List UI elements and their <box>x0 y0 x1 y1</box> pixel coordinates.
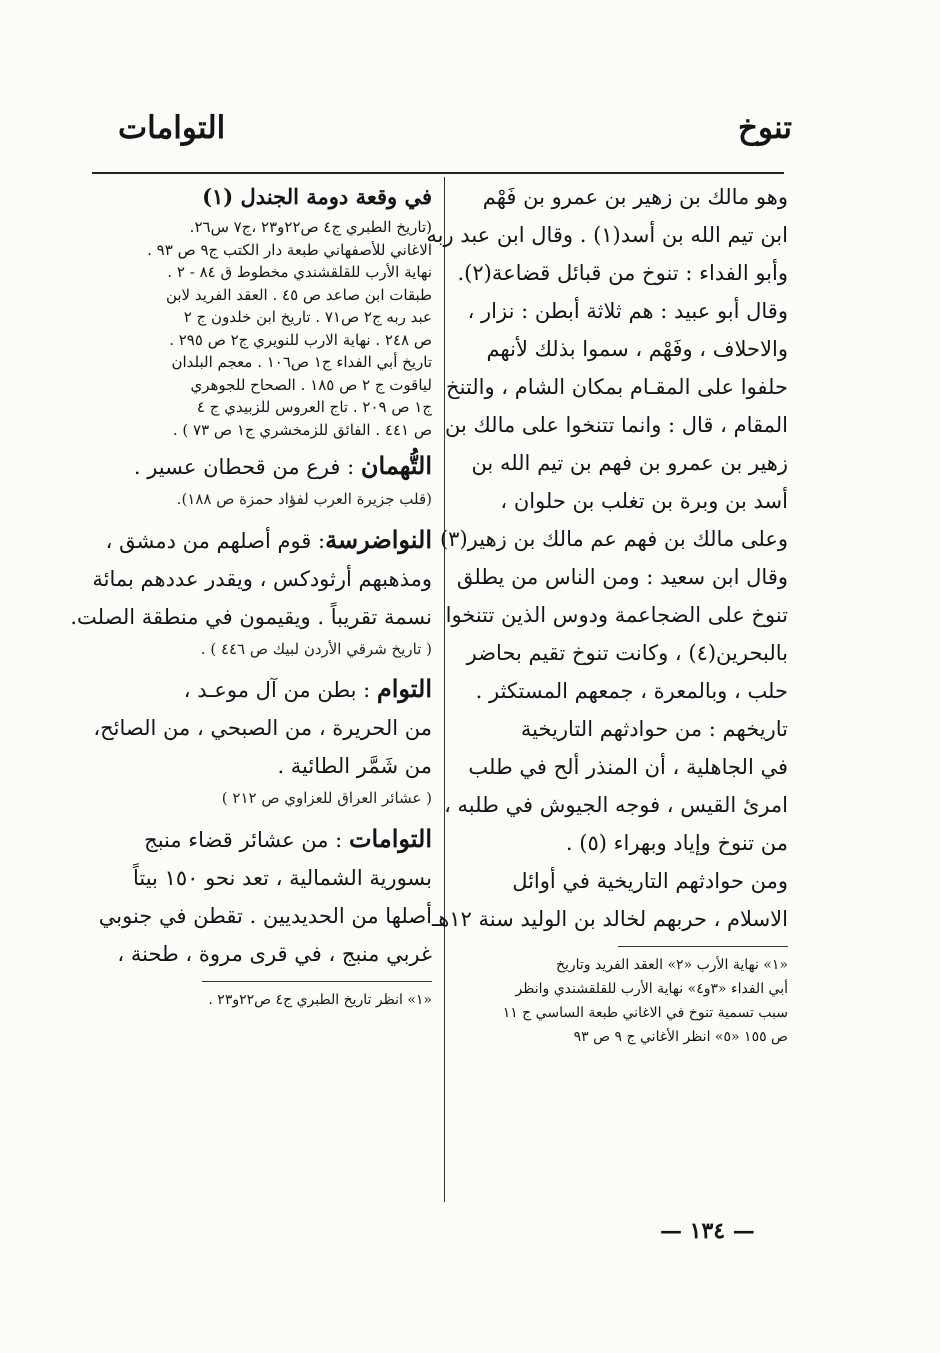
reference-line: (تاريخ الطبري ج٤ ص٢٢و٢٣ ،ج٧ س٢٦. <box>189 218 432 236</box>
text-line: ومن حوادثهم التاريخية في أوائل <box>512 869 788 893</box>
text-line: وقال أبو عبيد : هم ثلاثة أبطن : نزار ، <box>467 299 788 323</box>
reference-list <box>90 216 432 441</box>
text-line: وقال ابن سعيد : ومن الناس من يطلق <box>456 565 788 589</box>
running-header-left: التوامات <box>118 110 226 146</box>
reference-line: ص ٤٤١ . الفائق للزمخشري ج١ ص ٧٣ ) . <box>172 420 432 439</box>
page-number: — ١٣٤ — <box>660 1218 755 1244</box>
left-column <box>70 178 432 1012</box>
footnote-line: «١» نهاية الأرب «٢» العقد الفريد وتاريخ <box>555 957 788 973</box>
reference-line: طبقات ابن صاعد ص ٤٥ . العقد الفريد لابن <box>165 285 432 304</box>
text-line: وهو مالك بن زهير بن عمرو بن فَهْم <box>482 185 788 209</box>
text-line: امرئ القيس ، فوجه الجيوش في طلبه ، <box>444 793 788 817</box>
reference-line: نهاية الأرب للقلقشندي مخطوط ق ٨٤ - ٢ . <box>167 263 432 281</box>
reference-line: ص ٢٤٨ . نهاية الارب للنويري ج٢ ص ٢٩٥ . <box>169 330 432 349</box>
text-line: نسمة تقريباً . ويقيمون في منطقة الصلت. <box>70 604 432 629</box>
footnote-rule <box>618 946 788 947</box>
entry-reference: ( تاريخ شرقي الأردن لبيك ص ٤٤٦ ) . <box>200 639 432 658</box>
text-line: من تنوخ وإياد وبهراء (٥) . <box>565 831 788 855</box>
text-line: والاحلاف ، وفَهْم ، سموا بذلك لأنهم <box>486 337 788 361</box>
text-line: حلب ، وبالمعرة ، جمعهم المستكثر . <box>475 679 788 703</box>
entry-text: : من عشائر قضاء منبج <box>144 827 349 852</box>
text-line: الاسلام ، حربهم لخالد بن الوليد سنة ١٢هـ <box>432 907 788 931</box>
footnote-line: أبي الفداء «٣و٤» نهاية الأرب للقلقشندي وانظر <box>515 981 788 997</box>
text-line: المقام ، قال : وانما تتنخوا على مالك بن <box>444 413 788 437</box>
reference-line: الاغاني للأصفهاني طبعة دار الكتب ج٩ ص ٩٣ . <box>147 240 432 259</box>
text-line: غربي منبج ، في قرى مروة ، طحنة ، <box>117 941 432 966</box>
entry-text: : قوم أصلهم من دمشق ، <box>105 528 326 553</box>
reference-line: لياقوت ج ٢ ص ١٨٥ . الصحاح للجوهري <box>190 375 432 394</box>
text-line: أسد بن وبرة بن تغلب بن حلوان ، <box>500 489 788 513</box>
footnote-line: ص ١٥٥ «٥» انظر الأغاني ج ٩ ص ٩٣ <box>573 1029 788 1045</box>
text-line: من الحريرة ، من الصبحي ، من الصائح، <box>93 716 432 740</box>
footnote-rule <box>202 981 432 982</box>
text-line: تنوخ على الضجاعمة ودوس الذين تتنخوا <box>445 603 788 627</box>
text-line: في الجاهلية ، أن المنذر ألح في طلب <box>468 755 788 779</box>
reference-line: عبد ربه ج٢ ص٧١ . تاريخ ابن خلدون ج ٢ <box>183 308 432 326</box>
text-line: وأبو الفداء : تنوخ من قبائل قضاعة(٢). <box>457 261 788 285</box>
text-line: تاريخهم : من حوادثهم التاريخية <box>520 717 788 741</box>
entry-text: : بطن من آل موعـد ، <box>183 678 377 702</box>
header-rule <box>92 172 784 174</box>
text-line: وعلى مالك بن فهم عم مالك بن زهير(٣) <box>439 527 788 551</box>
entry-text: : فرع من قحطان عسير . <box>133 455 361 479</box>
entry-reference: (قلب جزيرة العرب لفؤاد حمزة ص ١٨٨). <box>176 490 432 508</box>
right-column-body <box>426 178 788 938</box>
text-line: ابن تيم الله بن أسد(١) . وقال ابن عبد ربه <box>426 223 788 247</box>
text-line: ومذهبهم أرثودكس ، ويقدر عددهم بمائة <box>92 566 432 591</box>
section-heading: في وقعة دومة الجندل (١) <box>202 184 432 209</box>
right-column <box>426 178 788 1049</box>
entry-term: التوامات <box>348 823 432 853</box>
reference-line: ج١ ص ٢٠٩ . تاج العروس للزبيدي ج ٤ <box>196 398 432 416</box>
text-line: بالبحرين(٤) ، وكانت تنوخ تقيم بحاضر <box>466 641 788 665</box>
running-header-right: تنوخ <box>737 110 792 146</box>
entry-tawam <box>90 670 432 785</box>
text-line: حلفوا على المقـام بمكان الشام ، والتنخ <box>446 375 788 399</box>
entry-reference: ( عشائر العراق للعزاوي ص ٢١٢ ) <box>221 789 432 807</box>
entry-tuhman <box>90 447 432 486</box>
right-footnotes <box>452 953 788 1049</box>
column-divider <box>444 177 445 1202</box>
text-line: بسورية الشمالية ، تعد نحو ١٥٠ بيتاً <box>132 865 432 890</box>
entry-term: التُّهمان <box>360 451 432 480</box>
footnote-line: «١» انظر تاريخ الطبري ج٤ ص٢٢و٢٣ . <box>208 991 432 1008</box>
text-line: أصلها من الحديديين . تقطن في جنوبي <box>98 903 432 928</box>
reference-line: تاريخ أبي الفداء ج١ ص١٠٦ . معجم البلدان <box>171 353 432 371</box>
entry-term: النواضرسة <box>325 524 432 554</box>
text-line: من شَمَّر الطائية . <box>277 754 432 778</box>
entry-tawamat <box>90 820 432 973</box>
entry-term: التوام <box>376 674 432 703</box>
footnote-line: سبب تسمية تنوخ في الاغاني طبعة الساسي ج ١١ <box>502 1005 788 1021</box>
entry-nawadirsa <box>70 521 432 636</box>
text-line: زهير بن عمرو بن فهم بن تيم الله بن <box>471 451 788 475</box>
